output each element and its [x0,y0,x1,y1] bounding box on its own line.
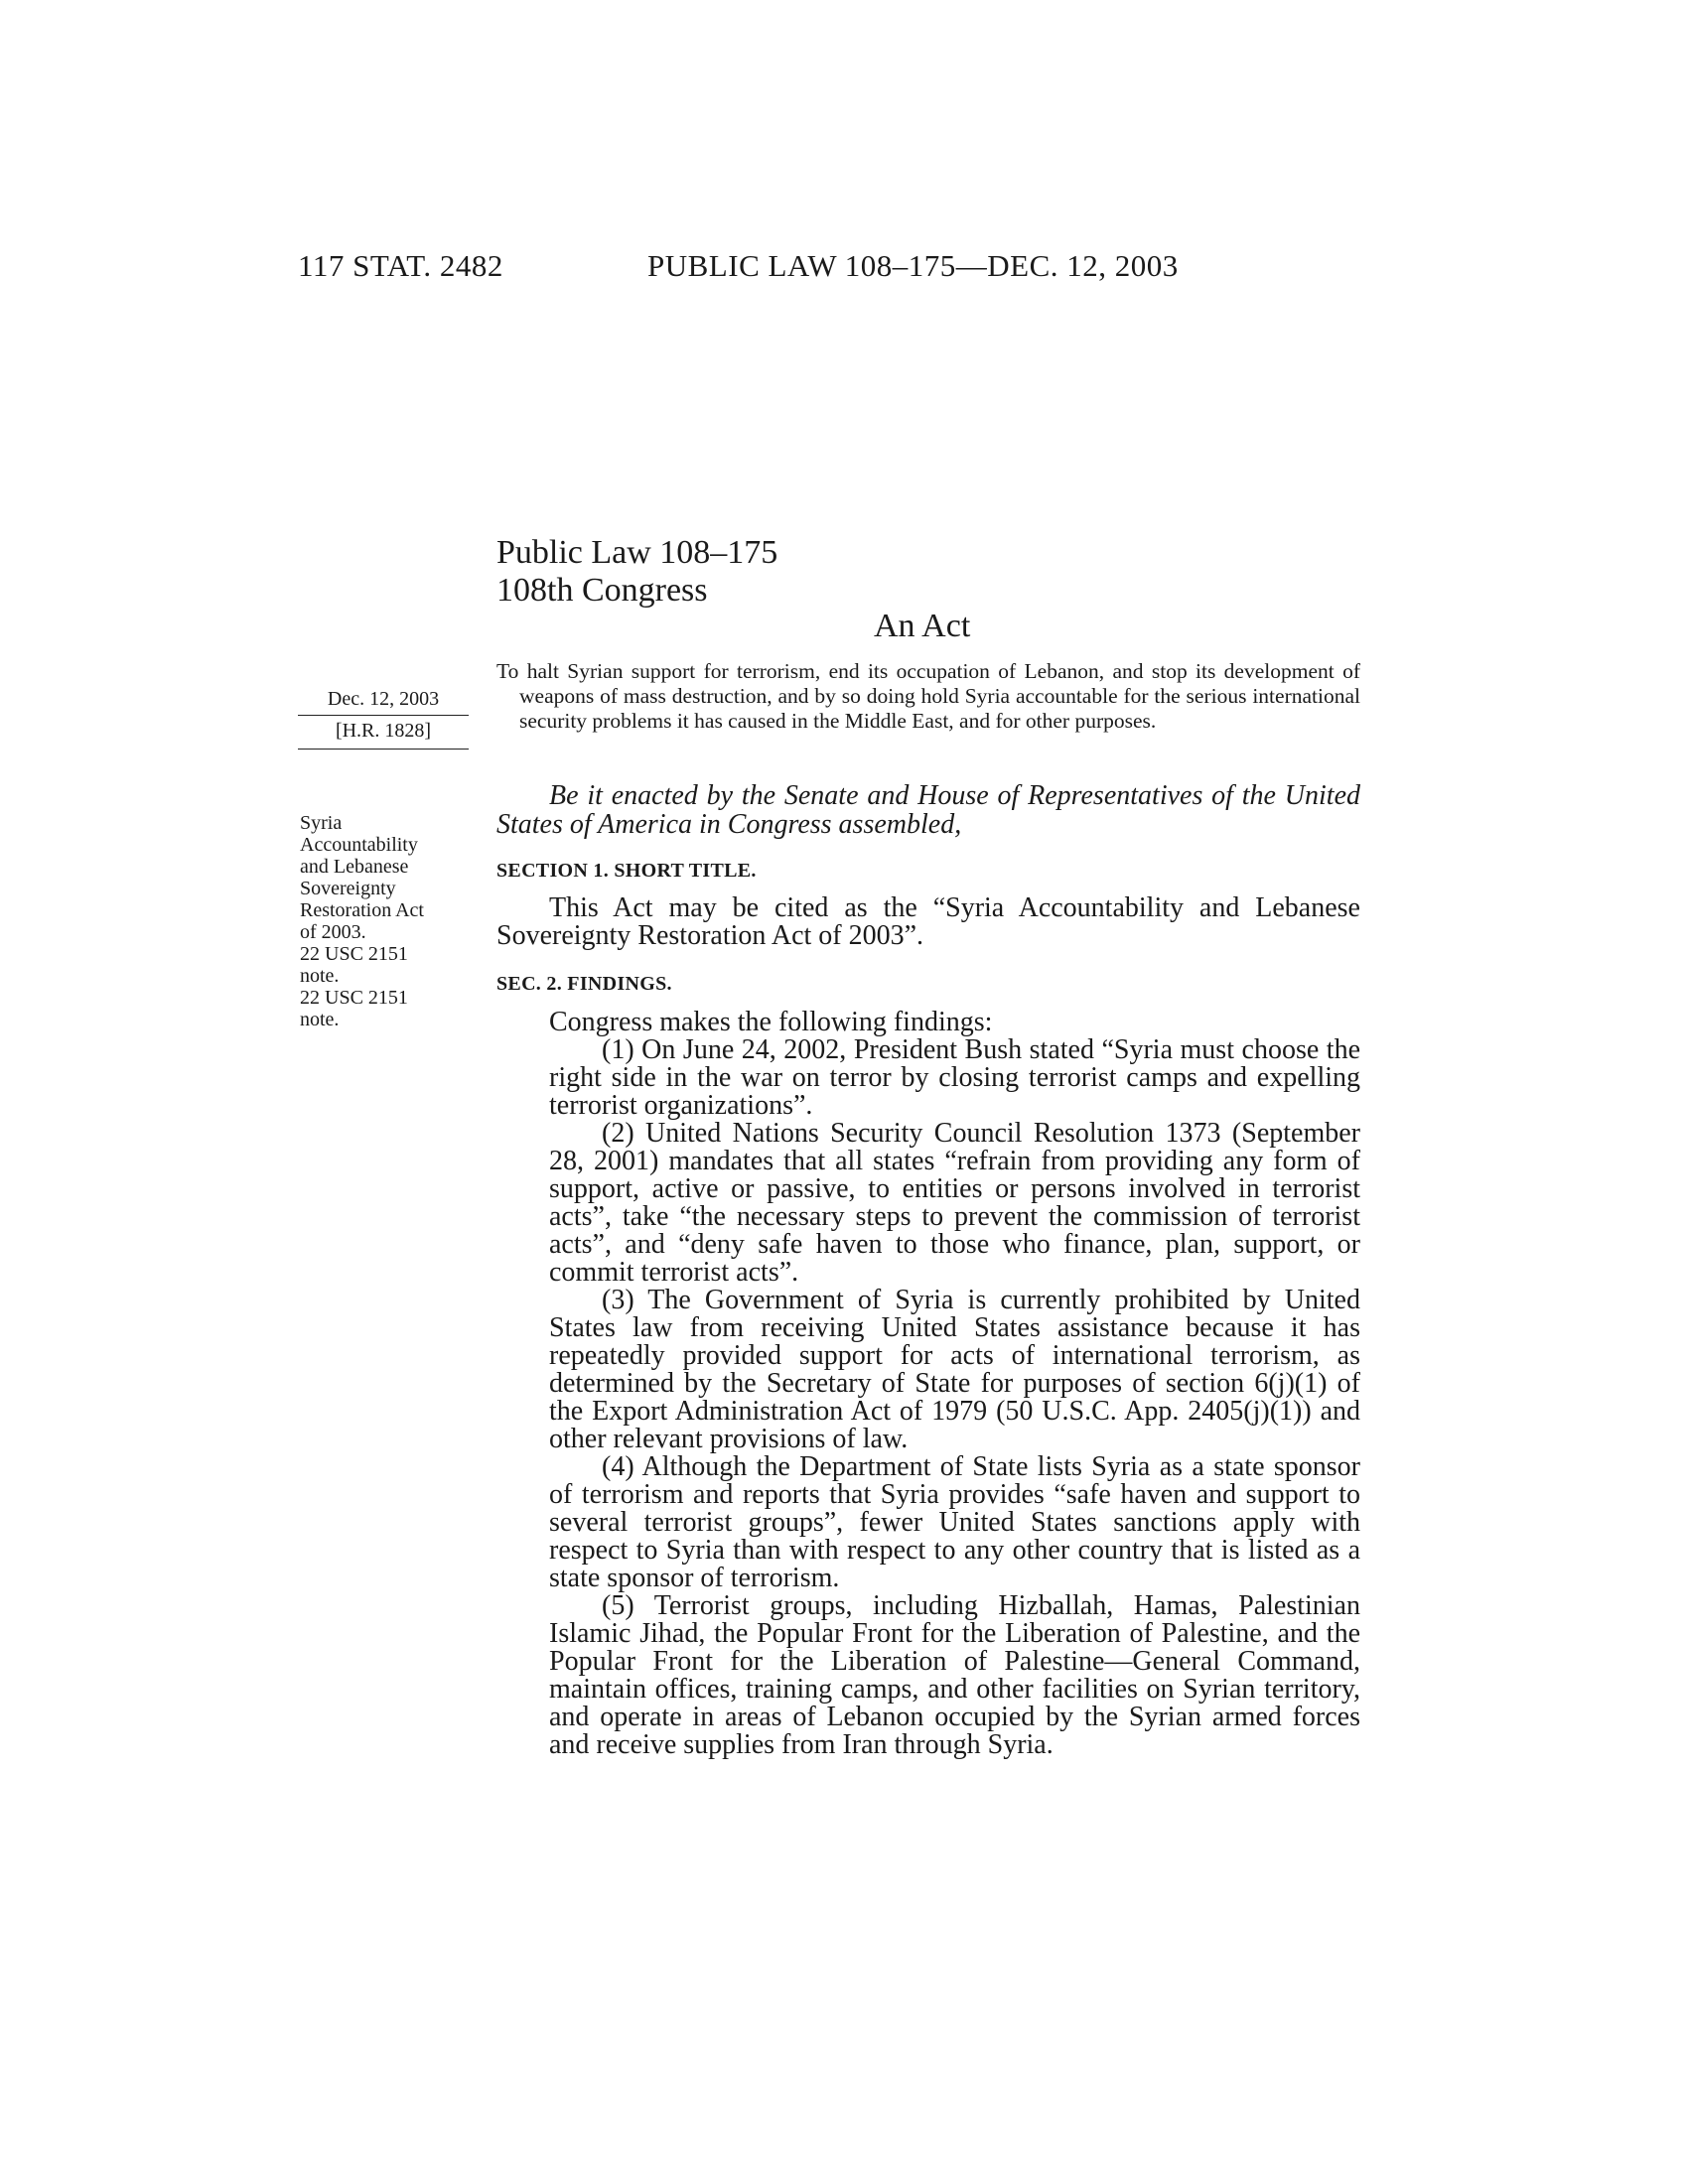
congress-number: 108th Congress [496,572,708,609]
margin-note-line: of 2003. [300,921,366,943]
section-2-heading: SEC. 2. FINDINGS. [496,973,672,995]
margin-note-line: note. [300,965,340,987]
bill-number: [H.R. 1828] [298,716,469,750]
margin-notes [300,812,479,1030]
enacting-clause-text: Be it enacted by the Senate and House of Representatives of the United States of America in Congress assembled, [496,780,1360,840]
public-law-number: Public Law 108–175 [496,534,778,571]
finding-item: (2) United Nations Security Council Resolution 1373 (September 28, 2001) mandates that all states “refrain from providing any form of support, active or passive, to entities or persons involved in terrorist acts”, take “the necessary steps to prevent the commission of terrorist acts”, and “deny safe haven to those who finance, plan, support, or commit terrorist acts”. [549,1118,1360,1288]
margin-note-line: Accountability [300,834,418,856]
finding-item: (5) Terrorist groups, including Hizballah, Hamas, Palestinian Islamic Jihad, the Popular Front for the Liberation of Palestine, and the Popular Front for the Liberation of Palestine—General Command, maintain offices, training camps, and other facilities on Syrian territory, and operate in areas of Lebanon occupied by the Syrian armed forces and receive supplies from Iran through Syria. [549,1590,1360,1760]
section-1-text: This Act may be cited as the “Syria Accountability and Lebanese Sovereignty Restoration Act of 2003”. [496,892,1360,951]
running-head [0,248,1688,288]
margin-note-line: and Lebanese [300,856,409,878]
findings-intro: Congress makes the following findings: [549,1007,993,1037]
finding-item: (4) Although the Department of State lists Syria as a state sponsor of terrorism and reports that Syria provides “safe haven and support to several terrorist groups”, fewer United States sanctions apply with respect to Syria than with respect to any other country that is listed as a state sponsor of terrorism. [549,1451,1360,1593]
an-act-heading: An Act [874,608,971,644]
title-block [496,534,777,610]
law-heading: PUBLIC LAW 108–175—DEC. 12, 2003 [647,248,1179,283]
long-title [496,659,1360,734]
margin-note-line: Syria [300,812,343,834]
section-1-heading: SECTION 1. SHORT TITLE. [496,860,757,882]
enacting-clause [496,781,1360,839]
finding-item: (3) The Government of Syria is currently prohibited by United States law from receiving United States assistance because it has repeatedly provided support for acts of international terrorism, as determined by the Secretary of State for purposes of section 6(j)(1) of the Export Administration Act of 1979 (50 U.S.C. App. 2405(j)(1)) and other relevant provisions of law. [549,1285,1360,1454]
margin-note-line: Sovereignty [300,878,396,899]
findings-list [549,1009,1360,1759]
section-1-body [496,894,1360,950]
margin-note-line: note. [300,1009,340,1030]
margin-date-block [298,688,469,750]
margin-note-line: 22 USC 2151 [300,987,408,1009]
statute-citation: 117 STAT. 2482 [298,248,503,283]
margin-note-line: 22 USC 2151 [300,943,408,965]
long-title-text: To halt Syrian support for terrorism, end its occupation of Lebanon, and stop its development of weapons of mass destruction, and by so doing hold Syria accountable for the serious international security problems it has caused in the Middle East, and for other purposes. [496,659,1360,733]
margin-note-line: Restoration Act [300,899,424,921]
finding-item: (1) On June 24, 2002, President Bush stated “Syria must choose the right side in the war on terror by closing terrorist camps and expelling terrorist organizations”. [549,1034,1360,1121]
enactment-date: Dec. 12, 2003 [298,688,469,716]
